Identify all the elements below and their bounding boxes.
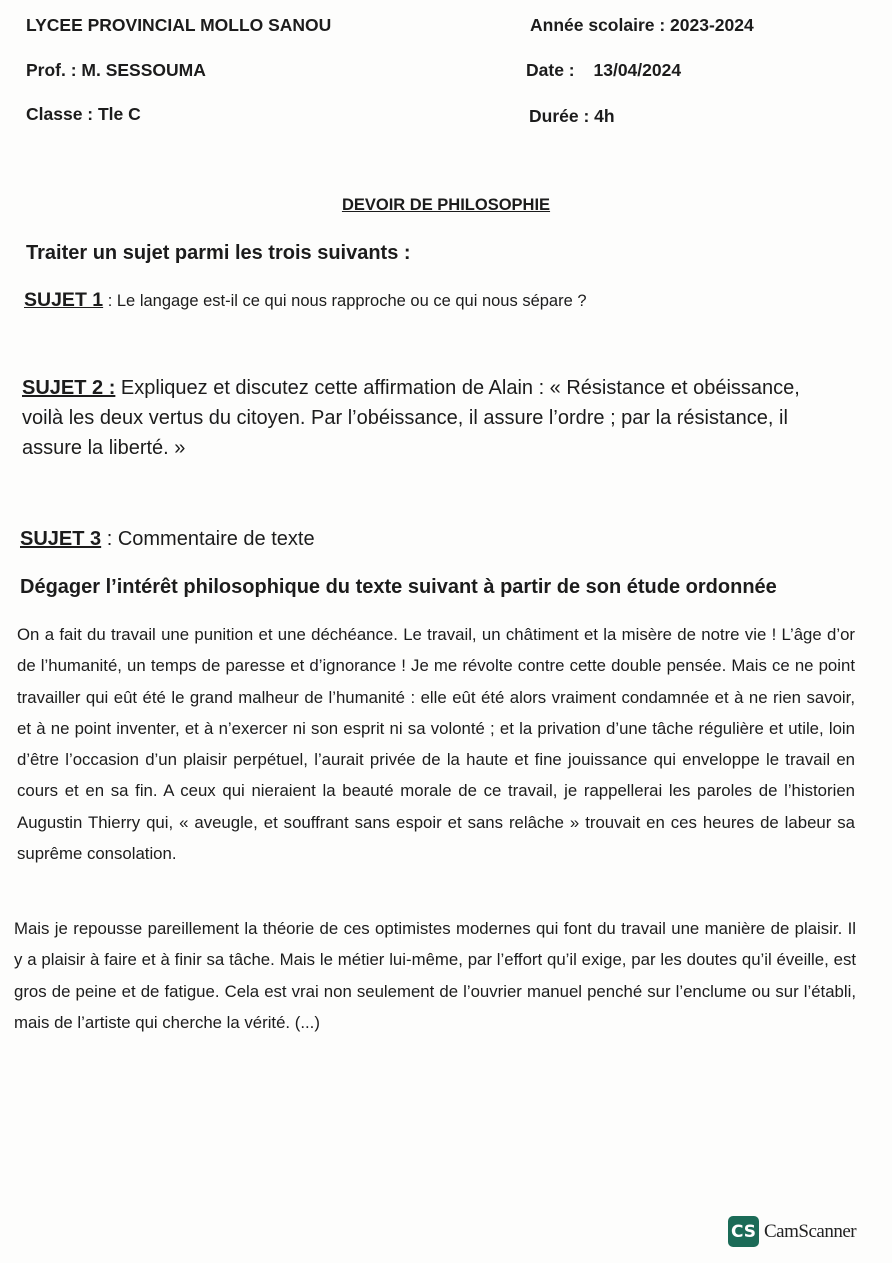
date-value: 13/04/2024 [593, 60, 682, 80]
subject-3-label: SUJET 3 [20, 528, 102, 550]
teacher-name: Prof. : M. SESSOUMA [26, 60, 206, 80]
instruction: Traiter un sujet parmi les trois suivants : [26, 242, 411, 264]
camscanner-logo [728, 1216, 856, 1247]
class-name: Classe : Tle C [26, 104, 141, 124]
camscanner-icon: CS [728, 1216, 759, 1247]
subject-3 [20, 528, 315, 551]
subject-1-text: : Le langage est-il ce qui nous rapproche ou ce qui nous sépare ? [103, 292, 587, 310]
subject-1-label: SUJET 1 [24, 289, 104, 311]
camscanner-label: CamScanner [764, 1220, 857, 1242]
subject-2-label: SUJET 2 : [22, 377, 116, 399]
text-paragraph-1: On a fait du travail une punition et une déchéance. Le travail, un châtiment et la misère de notre vie ! L’âge d’or de l’humanité, un temps de paresse et d’ignorance ! Je me révolte contre cette double pensée. Mais ce ne point travailler qui eût été le grand malheur de l’humanité : elle eût été alors vraiment condamnée et à ne rien savoir, et à ne point inventer, et à n’exercer ni son esprit ni sa volonté ; et la privation d’une tâche régulière et utile, loin d’être l’occasion d’un plaisir perpétuel, l’aurait privée de la haute et fine jouissance qui enveloppe le travail en cours et en sa fin. A ceux qui nieraient la beauté morale de ce travail, je rappellerai les paroles de l’historien Augustin Thierry qui, « aveugle, et souffrant sans espoir et sans relâche » trouvait en ces heures de labeur sa suprême consolation. [17, 625, 855, 864]
page-title: DEVOIR DE PHILOSOPHIE [341, 196, 551, 214]
school-year: Année scolaire : 2023-2024 [530, 15, 754, 35]
date-label: Date : [526, 60, 575, 80]
text-paragraph-2: Mais je repousse pareillement la théorie de ces optimistes modernes qui font du travail une manière de plaisir. Il y a plaisir à faire et à finir sa tâche. Mais le métier lui-même, par l’effort qu’il exige, par les doutes qu’il éveille, est gros de peine et de fatigue. Cela est vrai non seulement de l’ouvrier manuel penché sur l’enclume ou sur l’établi, mais de l’artiste qui cherche la vérité. (...) [14, 919, 856, 1032]
subject-2 [22, 373, 842, 463]
school-name: LYCEE PROVINCIAL MOLLO SANOU [26, 15, 332, 35]
subject-3-text: : Commentaire de texte [101, 528, 315, 550]
exam-duration: Durée : 4h [529, 106, 615, 126]
task-instruction: Dégager l’intérêt philosophique du texte suivant à partir de son étude ordonnée [20, 576, 777, 598]
exam-date [526, 60, 681, 81]
subject-1 [24, 289, 587, 312]
subject-2-text: Expliquez et discutez cette affirmation de Alain : « Résistance et obéissance, voilà les deux vertus du citoyen. Par l’obéissance, il assure l’ordre ; par la résistance, il assure la liberté. » [22, 377, 800, 459]
